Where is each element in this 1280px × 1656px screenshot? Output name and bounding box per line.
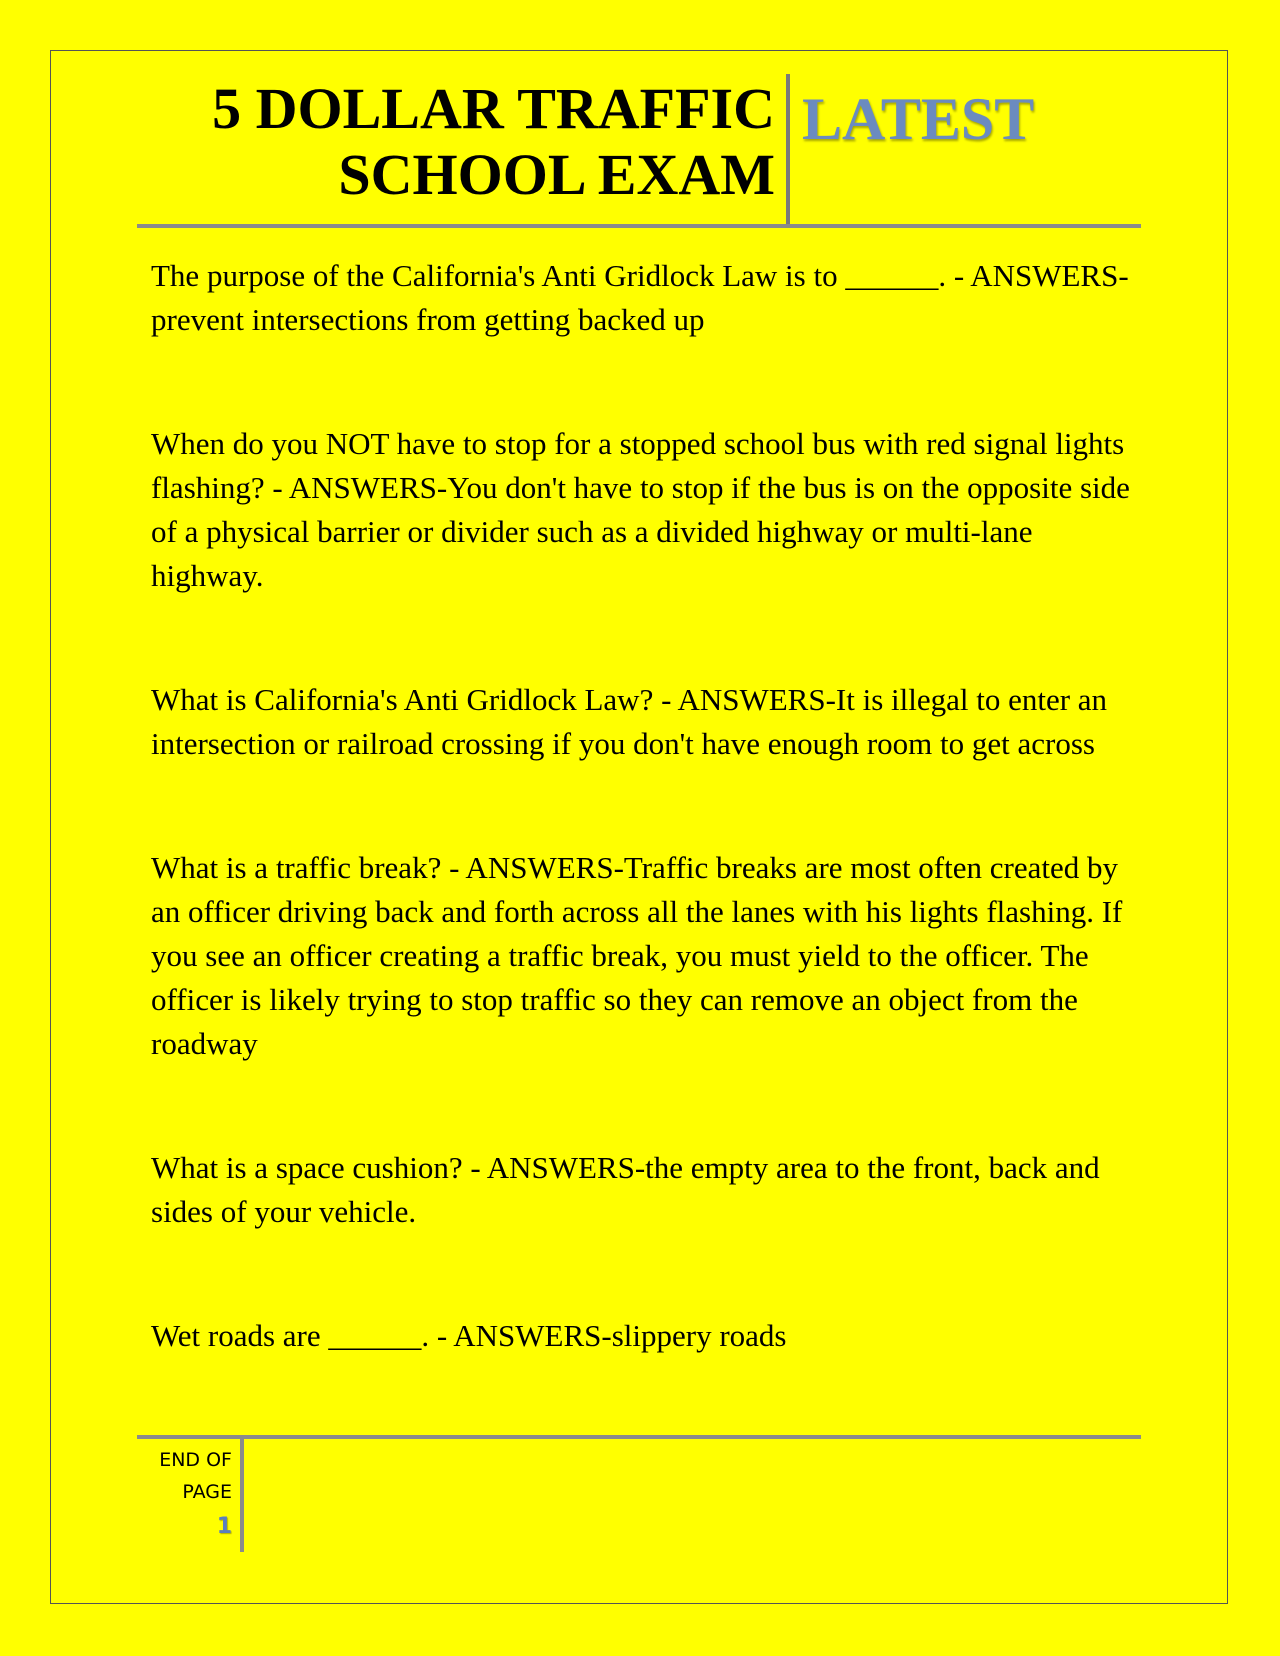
title-line-1: 5 DOLLAR TRAFFIC — [212, 76, 775, 141]
footer-rule — [137, 1435, 1141, 1439]
header-rule — [137, 224, 1141, 228]
qa-item: What is a traffic break? - ANSWERS-Traffic breaks are most often created by an officer driving back and forth across all the lanes with his lights flashing. If you see an officer creating a traffic break, you must yield to the officer. The officer is likely trying to stop traffic so they can remove an object from the roadway — [151, 850, 1123, 1061]
end-of-page-line-2: PAGE — [182, 1481, 232, 1503]
qa-list — [151, 254, 1136, 1358]
qa-item: What is a space cushion? - ANSWERS-the empty area to the front, back and sides of your vehicle. — [151, 1150, 1100, 1229]
qa-item: The purpose of the California's Anti Gridlock Law is to ______. - ANSWERS-prevent intersections from getting backed up — [151, 258, 1129, 337]
title-divider — [786, 74, 790, 226]
qa-item: What is California's Anti Gridlock Law? - ANSWERS-It is illegal to enter an intersection or railroad crossing if you don't have enough room to get across — [151, 682, 1108, 761]
page-number: 1 — [216, 1514, 232, 1539]
latest-tag: LATEST — [802, 86, 1035, 152]
footer-divider — [240, 1438, 244, 1552]
qa-item: When do you NOT have to stop for a stopped school bus with red signal lights flashing? - ANSWERS-You don't have to stop if the bus is on the opposite side of a physical barrier or divider such as a divided highway or multi-lane highway. — [151, 426, 1130, 593]
document-title — [137, 76, 787, 216]
end-of-page-line-1: END OF — [159, 1449, 232, 1471]
title-line-2: SCHOOL EXAM — [338, 142, 775, 207]
end-of-page-label — [140, 1444, 232, 1508]
qa-item: Wet roads are ______. - ANSWERS-slippery roads — [151, 1318, 787, 1353]
